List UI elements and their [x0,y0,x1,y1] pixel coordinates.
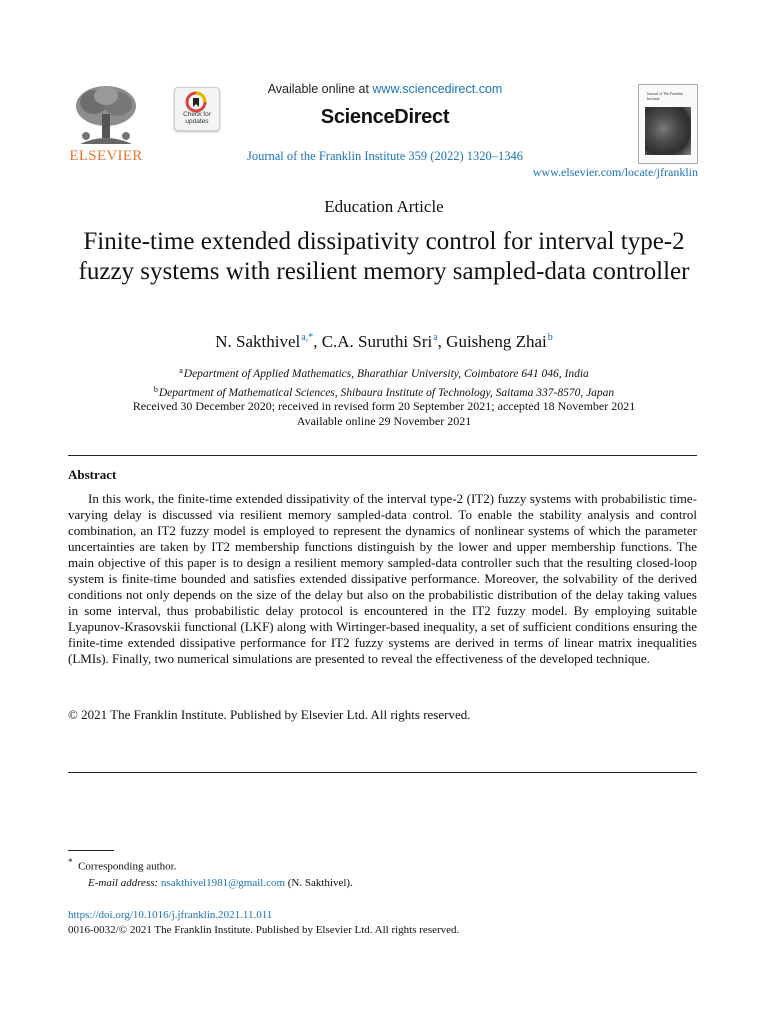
corresponding-author-note [68,854,353,875]
abstract-body [68,491,697,667]
affiliation-marker: b [153,385,158,394]
affiliation-line [0,363,768,382]
elsevier-wordmark: ELSEVIER [69,148,143,164]
affiliation-text: Department of Mathematical Sciences, Shibaura Institute of Technology, Saitama 337-8570, Japan [158,387,615,399]
check-updates-label: Check for updates [183,111,211,125]
email-label: E-mail address: [88,876,159,889]
article-type: Education Article [324,197,444,216]
abstract-copyright: © 2021 The Franklin Institute. Published by Elsevier Ltd. All rights reserved. [68,707,471,722]
journal-cover-title: Journal of The Franklin Institute [647,92,683,101]
email-owner: (N. Sakthivel). [287,876,353,889]
footnote-marker: * [68,857,73,867]
author-name: N. Sakthivel [215,332,301,351]
journal-cover-image [638,84,698,164]
author-name: C.A. Suruthi Sri [321,332,433,351]
author-affiliation-marker[interactable]: a [433,332,438,343]
email-link[interactable]: nsakthivel1981@gmail.com [160,876,286,889]
elsevier-logo [66,84,146,164]
author-name: Guisheng Zhai [446,332,547,351]
available-online-date: Available online 29 November 2021 [296,414,472,428]
author-affiliation-marker[interactable]: b [547,332,553,343]
abstract-bottom-divider [68,772,697,773]
footnote-divider [68,850,114,851]
journal-reference[interactable]: Journal of the Franklin Institute 359 (2022) 1320–1346 [246,149,523,163]
email-note [68,875,353,891]
journal-url-link[interactable]: www.elsevier.com/locate/jfranklin [532,165,698,179]
doi-link[interactable]: https://doi.org/10.1016/j.jfranklin.2021.11.011 [68,909,273,921]
affiliation-text: Department of Applied Mathematics, Bharathiar University, Coimbatore 641 046, India [183,368,589,380]
sciencedirect-logo: ScienceDirect [320,106,450,128]
available-online-prefix: Available online at [267,82,373,96]
available-online-line [200,82,570,96]
abstract-paragraph: In this work, the finite-time extended dissipativity of the interval type-2 (IT2) fuzzy systems with probabilistic time-varying delay is discussed via resilient memory sampled-data control. To enable the stability analysis and control combination, an IT2 fuzzy model is employed to represent the dynamics of nonlinear systems of which the parameter uncertainties are taken by IT2 membership functions distinguish by the lower and upper membership functions. The main objective of this paper is to design a resilient memory sampled-data controller such that the resulting closed-loop system is finite-time bounded and satisfies extended dissipative performance. Moreover, the solvability of the derived conditions not only depends on the size of the delay but also on the probabilistic distribution of the delay taking values in some interval, thus probabilistic delay protocol is encountered in the IT2 fuzzy model. By employing suitable Lyapunov-Krasovskii functional (LKF) along with Wirtinger-based inequality, a set of sufficient conditions ensuring the finite-time extended dissipative performance for IT2 fuzzy systems are derived in terms of linear matrix inequalities (LMIs). Finally, two numerical simulations are presented to reveal the effectiveness of the developed technique. [68,491,697,666]
elsevier-tree-icon [70,84,142,148]
journal-cover-artwork [645,107,691,155]
corresponding-author-label: Corresponding author. [78,860,177,873]
affiliation-marker: a [179,366,183,375]
footnote [68,854,353,891]
abstract-heading: Abstract [68,467,117,482]
affiliations [0,363,768,401]
abstract-top-divider [68,455,697,456]
received-dates: Received 30 December 2020; received in revised form 20 September 2021; accepted 18 November 2021 [132,399,636,413]
sciencedirect-link[interactable]: www.sciencedirect.com [372,82,503,96]
author-affiliation-marker[interactable]: a,* [301,332,314,343]
paper-title: Finite-time extended dissipativity control for interval type-2 fuzzy systems with resilient memory sampled-data controller [78,228,690,285]
issn-copyright-line: 0016-0032/© 2021 The Franklin Institute. Published by Elsevier Ltd. All rights reserved. [68,924,460,936]
article-history [0,399,768,429]
author-list: N. Sakthivel$^{a,*}$, C.A. Suruthi Sri$^a$, Guisheng Zhai$^b$ [215,332,553,351]
